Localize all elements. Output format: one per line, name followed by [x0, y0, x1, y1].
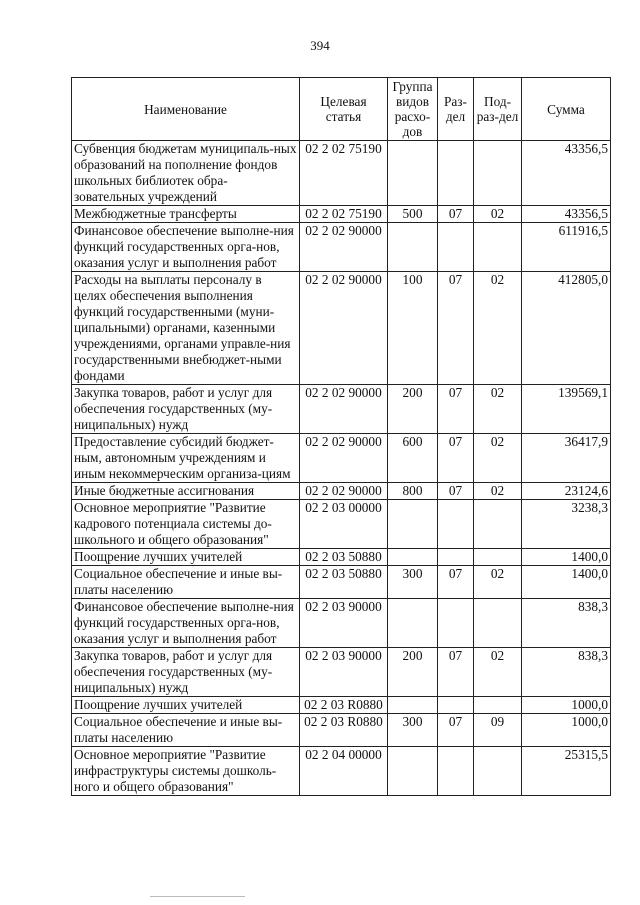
cell-subsection [474, 747, 522, 796]
cell-name: Расходы на выплаты персоналу в целях обеспечения выполнения функций государственными (муни-ципальными) органами, казенными учреждениями, органами управле-ния государственными внебюджет-ными фондами [72, 272, 300, 385]
cell-group [388, 697, 438, 714]
cell-name: Поощрение лучших учителей [72, 697, 300, 714]
cell-subsection: 02 [474, 483, 522, 500]
cell-article: 02 2 02 75190 [300, 141, 388, 206]
cell-subsection: 02 [474, 566, 522, 599]
cell-sum: 838,3 [522, 648, 611, 697]
cell-section: 07 [438, 206, 474, 223]
cell-section [438, 599, 474, 648]
header-section: Раз-дел [438, 78, 474, 141]
cell-name: Субвенция бюджетам муниципаль-ных образований на пополнение фондов школьных библиотек обра-зовательных учреждений [72, 141, 300, 206]
cell-sum: 1000,0 [522, 714, 611, 747]
table-row [72, 566, 611, 599]
table-row [72, 599, 611, 648]
cell-name: Финансовое обеспечение выполне-ния функций государственных орга-нов, оказания услуг и выполнения работ [72, 599, 300, 648]
cell-article: 02 2 03 50880 [300, 566, 388, 599]
cell-article: 02 2 02 90000 [300, 434, 388, 483]
scan-edge-line [150, 896, 245, 897]
cell-group [388, 223, 438, 272]
header-name: Наименование [72, 78, 300, 141]
budget-table [71, 77, 611, 796]
cell-sum: 838,3 [522, 599, 611, 648]
header-sum: Сумма [522, 78, 611, 141]
cell-sum: 43356,5 [522, 141, 611, 206]
cell-name: Финансовое обеспечение выполне-ния функций государственных орга-нов, оказания услуг и выполнения работ [72, 223, 300, 272]
cell-name: Основное мероприятие "Развитие инфраструктуры системы дошколь-ного и общего образования" [72, 747, 300, 796]
cell-subsection [474, 223, 522, 272]
cell-subsection: 02 [474, 272, 522, 385]
cell-sum: 1400,0 [522, 566, 611, 599]
cell-subsection [474, 697, 522, 714]
cell-sum: 1400,0 [522, 549, 611, 566]
cell-section [438, 223, 474, 272]
cell-section [438, 697, 474, 714]
cell-section: 07 [438, 385, 474, 434]
table-row [72, 714, 611, 747]
table-row [72, 223, 611, 272]
cell-article: 02 2 02 90000 [300, 483, 388, 500]
cell-section: 07 [438, 272, 474, 385]
page-number: 394 [310, 38, 330, 53]
cell-sum: 1000,0 [522, 697, 611, 714]
cell-sum: 36417,9 [522, 434, 611, 483]
cell-article: 02 2 03 R0880 [300, 697, 388, 714]
cell-group [388, 500, 438, 549]
cell-group: 200 [388, 385, 438, 434]
cell-name: Закупка товаров, работ и услуг для обеспечения государственных (му-ниципальных) нужд [72, 648, 300, 697]
cell-name: Иные бюджетные ассигнования [72, 483, 300, 500]
cell-section [438, 747, 474, 796]
table-row [72, 434, 611, 483]
cell-article: 02 2 02 90000 [300, 385, 388, 434]
table-row [72, 483, 611, 500]
cell-subsection [474, 500, 522, 549]
cell-group [388, 549, 438, 566]
cell-subsection: 02 [474, 206, 522, 223]
cell-subsection [474, 141, 522, 206]
cell-group: 200 [388, 648, 438, 697]
table-row [72, 747, 611, 796]
cell-sum: 412805,0 [522, 272, 611, 385]
cell-name: Основное мероприятие "Развитие кадрового потенциала системы до-школьного и общего образования" [72, 500, 300, 549]
cell-subsection: 09 [474, 714, 522, 747]
cell-sum: 23124,6 [522, 483, 611, 500]
cell-article: 02 2 02 90000 [300, 223, 388, 272]
cell-section [438, 500, 474, 549]
header-article: Целевая статья [300, 78, 388, 141]
cell-group: 100 [388, 272, 438, 385]
table-header [72, 78, 611, 141]
cell-group: 300 [388, 566, 438, 599]
cell-name: Поощрение лучших учителей [72, 549, 300, 566]
cell-article: 02 2 03 90000 [300, 648, 388, 697]
cell-subsection [474, 549, 522, 566]
cell-section: 07 [438, 566, 474, 599]
cell-article: 02 2 03 00000 [300, 500, 388, 549]
cell-section: 07 [438, 714, 474, 747]
cell-section [438, 549, 474, 566]
cell-subsection: 02 [474, 434, 522, 483]
cell-group: 500 [388, 206, 438, 223]
table-row [72, 206, 611, 223]
cell-section [438, 141, 474, 206]
cell-sum: 43356,5 [522, 206, 611, 223]
cell-article: 02 2 02 90000 [300, 272, 388, 385]
cell-group: 800 [388, 483, 438, 500]
header-group: Группа видов расхо-дов [388, 78, 438, 141]
cell-subsection: 02 [474, 648, 522, 697]
cell-article: 02 2 03 R0880 [300, 714, 388, 747]
cell-section: 07 [438, 434, 474, 483]
table-body [72, 141, 611, 796]
cell-group: 600 [388, 434, 438, 483]
cell-group [388, 599, 438, 648]
cell-article: 02 2 03 50880 [300, 549, 388, 566]
cell-article: 02 2 03 90000 [300, 599, 388, 648]
cell-name: Социальное обеспечение и иные вы-платы населению [72, 566, 300, 599]
cell-section: 07 [438, 483, 474, 500]
header-row [72, 78, 611, 141]
cell-name: Закупка товаров, работ и услуг для обеспечения государственных (му-ниципальных) нужд [72, 385, 300, 434]
cell-subsection: 02 [474, 385, 522, 434]
cell-group: 300 [388, 714, 438, 747]
cell-sum: 611916,5 [522, 223, 611, 272]
table-row [72, 500, 611, 549]
table-row [72, 141, 611, 206]
cell-sum: 3238,3 [522, 500, 611, 549]
cell-name: Межбюджетные трансферты [72, 206, 300, 223]
cell-group [388, 747, 438, 796]
cell-sum: 139569,1 [522, 385, 611, 434]
header-subsection: Под-раз-дел [474, 78, 522, 141]
table-row [72, 549, 611, 566]
cell-article: 02 2 02 75190 [300, 206, 388, 223]
cell-section: 07 [438, 648, 474, 697]
cell-group [388, 141, 438, 206]
cell-sum: 25315,5 [522, 747, 611, 796]
table-row [72, 272, 611, 385]
cell-name: Предоставление субсидий бюджет-ным, автономным учреждениям и иным некоммерческим организа-циям [72, 434, 300, 483]
table-row [72, 385, 611, 434]
cell-name: Социальное обеспечение и иные вы-платы населению [72, 714, 300, 747]
table-row [72, 697, 611, 714]
cell-subsection [474, 599, 522, 648]
cell-article: 02 2 04 00000 [300, 747, 388, 796]
table-row [72, 648, 611, 697]
